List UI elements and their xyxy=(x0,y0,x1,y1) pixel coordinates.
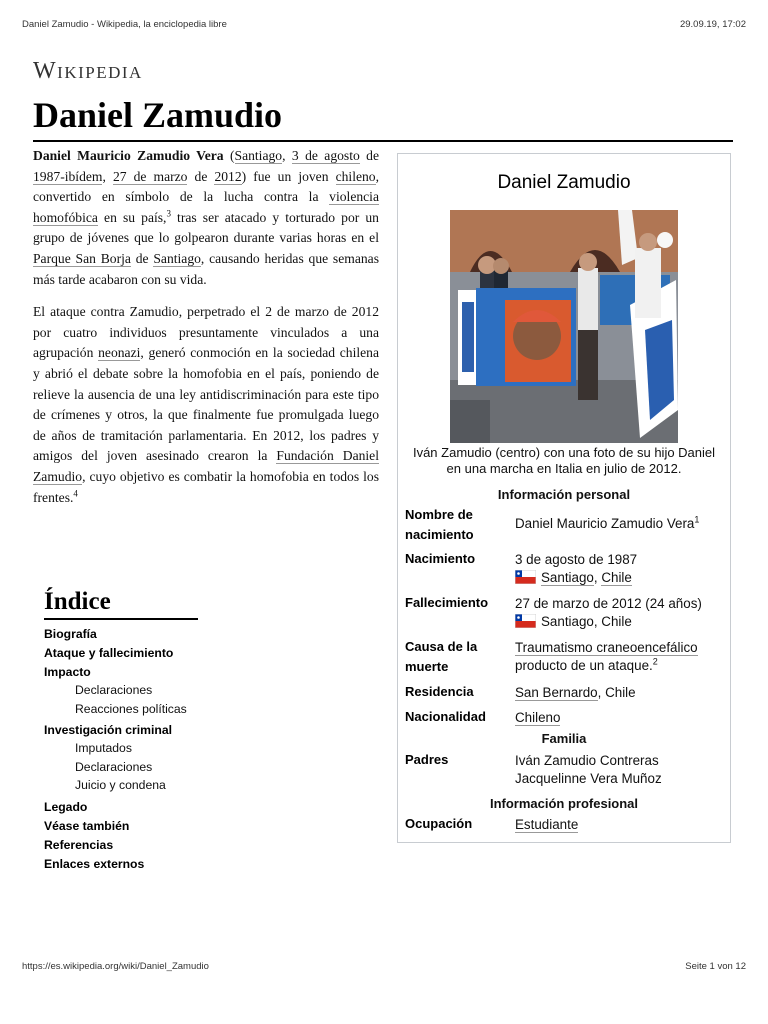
text: , xyxy=(282,148,292,163)
value-occupation xyxy=(515,814,730,834)
label-occupation: Ocupación xyxy=(405,816,473,831)
link-chileno[interactable]: chileno xyxy=(335,168,376,184)
toc-item[interactable]: Referencias xyxy=(44,837,114,852)
toc-list xyxy=(44,627,204,871)
birth-date: 3 de agosto de 1987 xyxy=(515,552,638,567)
text: , causando heridas que semanas más tarde acabaron con su vida. xyxy=(33,250,379,287)
reference-2[interactable]: 2 xyxy=(652,656,658,667)
row-nationality xyxy=(398,707,730,727)
toc-item[interactable]: Enlaces externos xyxy=(44,856,145,871)
link-chileno-infobox[interactable]: Chileno xyxy=(515,710,561,725)
value-parents xyxy=(515,750,730,788)
text: , cuyo objetivo es combatir la homofobia en todos los frentes. xyxy=(33,468,379,505)
toc-subitem[interactable]: Declaraciones xyxy=(75,759,153,774)
wikipedia-wordmark[interactable]: Wikipedia xyxy=(33,58,143,84)
value-residence xyxy=(515,682,730,702)
value-birth-name xyxy=(515,505,730,545)
print-footer xyxy=(22,961,746,972)
reference-1[interactable]: 1 xyxy=(694,514,700,525)
text: , xyxy=(102,168,113,184)
text: ( xyxy=(223,148,235,163)
residence-rest: , Chile xyxy=(597,685,636,700)
link-2012[interactable]: 2012 xyxy=(214,168,242,184)
link-parque-san-borja[interactable]: Parque San Borja xyxy=(33,250,131,266)
link-homofobica[interactable]: homofóbica xyxy=(33,209,98,225)
link-ibidem[interactable]: -ibídem xyxy=(60,168,103,184)
text: El ataque contra Zamudio, perpetrado el 2 de marzo de 2012 por cuatro individuos presuntamente vinculados a una agrupación xyxy=(33,304,379,361)
page-url: https://es.wikipedia.org/wiki/Daniel_Zamudio xyxy=(22,961,209,972)
toc-subitem[interactable]: Declaraciones xyxy=(75,683,153,697)
toc-sublist xyxy=(75,681,204,718)
birth-name-text: Daniel Mauricio Zamudio Vera xyxy=(515,516,695,531)
link-violencia[interactable]: violencia xyxy=(329,189,379,205)
row-birth xyxy=(398,549,730,587)
toc-subitem[interactable]: Reacciones políticas xyxy=(75,701,187,716)
toc-item[interactable]: Biografía xyxy=(44,627,97,641)
link-1987[interactable]: 1987 xyxy=(33,168,61,184)
toc-item[interactable]: Véase también xyxy=(44,818,130,833)
link-santiago[interactable]: Santiago xyxy=(234,148,283,163)
parent-father: Iván Zamudio Contreras xyxy=(515,753,659,768)
march-photo[interactable] xyxy=(450,210,678,443)
value-nationality xyxy=(515,707,730,727)
reference-3[interactable]: 3 xyxy=(166,208,171,219)
death-place xyxy=(515,613,730,631)
row-parents xyxy=(398,750,730,788)
link-death-day[interactable]: 27 de marzo xyxy=(112,168,188,184)
label-cause: Causa de la muerte xyxy=(405,639,478,674)
subject-name: Daniel Mauricio Zamudio Vera xyxy=(33,148,224,163)
value-birth xyxy=(515,549,730,587)
death-date: 27 de marzo de 2012 (24 años) xyxy=(515,596,702,611)
article-body xyxy=(33,146,379,520)
toc-item-label[interactable]: Impacto xyxy=(44,665,91,679)
text: en su país, xyxy=(97,209,167,225)
toc-item-label[interactable]: Investigación criminal xyxy=(44,723,173,737)
value-cause xyxy=(515,637,730,677)
reference-4[interactable]: 4 xyxy=(73,487,78,498)
text: de xyxy=(187,168,215,184)
toc-item xyxy=(44,665,204,718)
print-header-date: 29.09.19, 17:02 xyxy=(679,19,746,30)
page-number: Seite 1 von 12 xyxy=(685,961,746,972)
label-nationality: Nacionalidad xyxy=(405,709,486,724)
chile-flag-icon xyxy=(515,614,536,628)
row-cause xyxy=(398,637,730,677)
label-death: Fallecimiento xyxy=(405,595,489,610)
section-family: Familia xyxy=(541,731,587,746)
label-birth: Nacimiento xyxy=(405,551,476,566)
print-header xyxy=(22,19,746,30)
link-fundacion[interactable]: Fundación Daniel Zamudio xyxy=(33,448,379,484)
label-birth-name: Nombre de nacimiento xyxy=(405,507,474,542)
print-header-title: Daniel Zamudio - Wikipedia, la enciclopedia libre xyxy=(22,19,227,30)
row-death xyxy=(398,593,730,631)
text: ) fue un joven xyxy=(241,168,336,184)
intro-paragraph xyxy=(33,146,379,290)
infobox-title: Daniel Zamudio xyxy=(497,172,631,193)
photo-caption: Iván Zamudio (centro) con una foto de su hijo Daniel en una marcha en Italia en julio de 2012. xyxy=(412,445,716,476)
link-birth-country[interactable]: Chile xyxy=(601,570,632,585)
row-residence xyxy=(398,682,730,702)
birth-place xyxy=(515,569,730,587)
label-parents: Padres xyxy=(405,752,449,767)
cause-rest: producto de un ataque. xyxy=(515,658,653,673)
attack-paragraph xyxy=(33,302,379,508)
row-birth-name xyxy=(398,505,730,545)
table-of-contents xyxy=(44,588,204,876)
toc-item[interactable]: Legado xyxy=(44,799,88,814)
text: de xyxy=(359,148,379,163)
text: de xyxy=(130,250,154,266)
link-san-bernardo[interactable]: San Bernardo xyxy=(515,685,598,700)
value-death xyxy=(515,593,730,631)
page-title: Daniel Zamudio xyxy=(33,95,283,135)
link-santiago-2[interactable]: Santiago xyxy=(153,250,201,266)
infobox xyxy=(397,153,731,843)
link-estudiante[interactable]: Estudiante xyxy=(515,817,579,832)
toc-subitem[interactable]: Juicio y condena xyxy=(75,778,166,792)
text: , convertido en símbolo de la lucha contra la xyxy=(33,168,380,205)
label-residence: Residencia xyxy=(405,684,474,699)
death-city: Santiago, Chile xyxy=(541,614,632,629)
toc-title: Índice xyxy=(44,588,198,620)
section-professional: Información profesional xyxy=(489,796,639,811)
section-personal: Información personal xyxy=(497,487,631,502)
text: tras ser atacado y torturado por un grupo de jóvenes que lo golpearon durante varias horas en el xyxy=(33,209,379,246)
link-neonazi[interactable]: neonazi xyxy=(98,345,141,361)
parent-mother: Jacquelinne Vera Muñoz xyxy=(515,771,662,786)
chile-flag-icon xyxy=(515,570,536,584)
toc-sublist xyxy=(75,739,204,795)
row-occupation xyxy=(398,814,730,834)
comma: , xyxy=(593,570,602,585)
link-birth-day[interactable]: 3 de agosto xyxy=(291,148,360,163)
text: , generó conmoción en la sociedad chilena y abrió el debate sobre la homofobia en el país, poniendo de relieve la ausencia de una ley antidiscriminación para este tipo de crímenes y otros, la que finalmente fue promulgada luego de años de tramitación parlamentaria. En 2012, los padres y amigos del joven asesinado crearon la xyxy=(33,345,379,464)
title-divider xyxy=(33,140,733,142)
toc-item xyxy=(44,723,204,795)
toc-subitem[interactable]: Imputados xyxy=(75,741,132,755)
toc-item[interactable]: Ataque y fallecimiento xyxy=(44,646,174,660)
link-birth-city[interactable]: Santiago xyxy=(541,570,594,585)
link-cause[interactable]: Traumatismo craneoencefálico xyxy=(515,640,698,655)
